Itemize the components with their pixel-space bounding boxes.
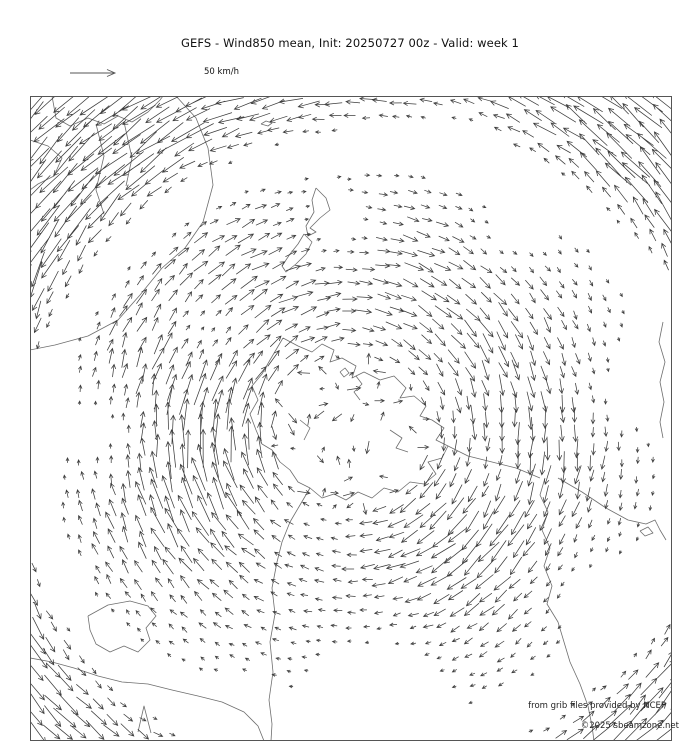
coastline-antarctica-outline [250,338,448,500]
coastline-peninsula-coast-to-bottom [269,488,310,741]
coastline-bottomleft-island [88,601,156,652]
coastline-new-zealand-north-island [306,188,330,236]
coastline-antarctica-inner-2 [390,430,408,452]
coastline-bottomleft-coast [30,658,264,741]
coastline-landmass-topleft-gulf [30,140,62,190]
coastline-right-edge-coast [659,322,665,438]
attribution-source: from grib files provided by NCEP [528,701,666,711]
wind-arrow-field-layer [20,88,680,746]
attribution-copyright: ©2025 sbeamzone.net [580,721,679,731]
coastline-antarctica-east-connector [448,446,540,478]
legend-speed-label: 50 km/h [204,67,239,77]
map-title: GEFS - Wind850 mean, Init: 20250727 00z - Valid: week 1 [181,36,519,50]
coastline-antarctica-inner-islet [340,368,349,377]
coastline-bottomright-islet [640,527,653,536]
map-layers [20,88,680,746]
coastline-layer [30,96,666,741]
